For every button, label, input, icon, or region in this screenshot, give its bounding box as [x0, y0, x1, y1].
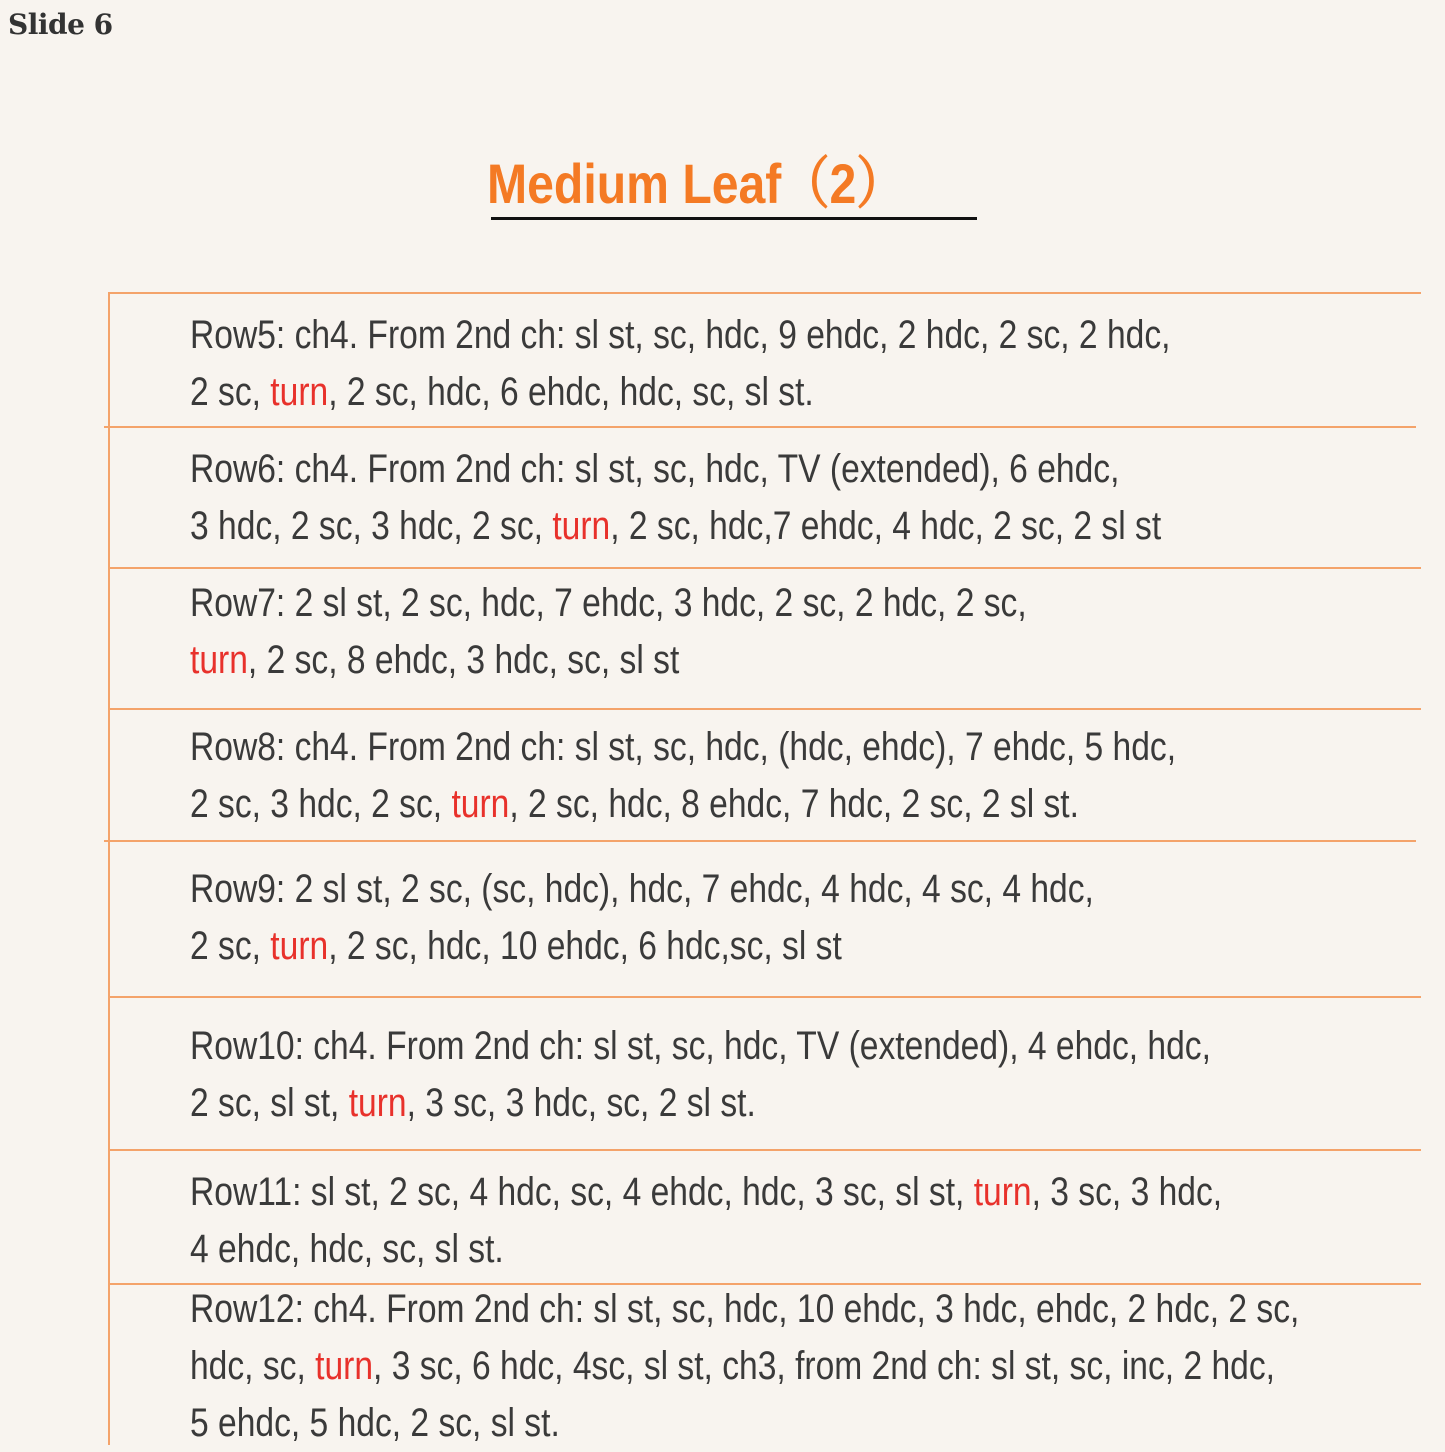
turn-highlight: turn	[973, 1170, 1032, 1214]
row-divider	[104, 426, 1416, 428]
row-line: 5 ehdc, 5 hdc, 2 sc, sl st.	[190, 1401, 560, 1445]
row-line: Row7: 2 sl st, 2 sc, hdc, 7 ehdc, 3 hdc, 2 sc, 2 hdc, 2 sc,	[190, 581, 1027, 625]
row-text: , 2 sc, hdc,7 ehdc, 4 hdc, 2 sc, 2 sl st	[610, 504, 1162, 548]
row-line: Row12: ch4. From 2nd ch: sl st, sc, hdc, 10 ehdc, 3 hdc, ehdc, 2 hdc, 2 sc,	[190, 1287, 1300, 1331]
row-line: Row9: 2 sl st, 2 sc, (sc, hdc), hdc, 7 ehdc, 4 hdc, 4 sc, 4 hdc,	[190, 867, 1094, 911]
row-text: , 2 sc, hdc, 8 ehdc, 7 hdc, 2 sc, 2 sl st.	[509, 782, 1079, 826]
row-divider	[108, 567, 1421, 569]
row-divider	[108, 996, 1421, 998]
row-text: , 2 sc, 8 ehdc, 3 hdc, sc, sl st	[247, 638, 680, 682]
row-text: 2 sc, 3 hdc, 2 sc,	[190, 782, 452, 826]
row-line: Row6: ch4. From 2nd ch: sl st, sc, hdc, TV (extended), 6 ehdc,	[190, 447, 1120, 491]
row-7-instructions	[190, 575, 1232, 689]
row-divider	[104, 840, 1416, 842]
row-line	[190, 1164, 1232, 1221]
row-line	[190, 632, 1232, 689]
row-line	[190, 1075, 1232, 1132]
turn-highlight: turn	[451, 782, 510, 826]
row-line: Row5: ch4. From 2nd ch: sl st, sc, hdc, 9 ehdc, 2 hdc, 2 sc, 2 hdc,	[190, 313, 1171, 357]
turn-highlight: turn	[270, 924, 329, 968]
row-line: Row8: ch4. From 2nd ch: sl st, sc, hdc, (hdc, ehdc), 7 ehdc, 5 hdc,	[190, 725, 1177, 769]
row-text: 3 hdc, 2 sc, 3 hdc, 2 sc,	[190, 504, 553, 548]
row-text: , 3 sc, 6 hdc, 4sc, sl st, ch3, from 2nd ch: sl st, sc, inc, 2 hdc,	[373, 1344, 1275, 1388]
row-text: Row11: sl st, 2 sc, 4 hdc, sc, 4 ehdc, hdc, 3 sc, sl st,	[190, 1170, 974, 1214]
row-line: 4 ehdc, hdc, sc, sl st.	[190, 1227, 504, 1271]
turn-highlight: turn	[552, 504, 611, 548]
row-9-instructions	[190, 861, 1232, 975]
row-12-instructions	[190, 1281, 1300, 1452]
row-line: Row10: ch4. From 2nd ch: sl st, sc, hdc, TV (extended), 4 ehdc, hdc,	[190, 1024, 1211, 1068]
page-title: Medium Leaf（2）	[487, 152, 905, 215]
row-text: hdc, sc,	[190, 1344, 316, 1388]
row-text: , 2 sc, hdc, 10 ehdc, 6 hdc,sc, sl st	[328, 924, 842, 968]
row-line	[190, 498, 1232, 555]
left-margin-rule	[108, 292, 110, 1445]
row-10-instructions	[190, 1018, 1232, 1132]
row-text: , 3 sc, 3 hdc, sc, 2 sl st.	[406, 1081, 756, 1125]
row-text: 2 sc,	[190, 370, 271, 414]
row-line	[190, 918, 1232, 975]
row-8-instructions	[190, 719, 1232, 833]
row-text: 2 sc, sl st,	[190, 1081, 349, 1125]
row-line	[190, 364, 1232, 421]
row-6-instructions	[190, 441, 1232, 555]
row-divider	[108, 292, 1421, 294]
turn-highlight: turn	[315, 1344, 374, 1388]
turn-highlight: turn	[270, 370, 329, 414]
row-divider	[108, 1149, 1421, 1151]
row-line	[190, 776, 1232, 833]
row-divider	[108, 708, 1421, 710]
row-text: , 3 sc, 3 hdc,	[1031, 1170, 1223, 1214]
row-text: , 2 sc, hdc, 6 ehdc, hdc, sc, sl st.	[328, 370, 814, 414]
slide-label: Slide 6	[8, 8, 113, 41]
turn-highlight: turn	[190, 638, 248, 682]
row-text: 2 sc,	[190, 924, 271, 968]
turn-highlight: turn	[348, 1081, 407, 1125]
row-11-instructions	[190, 1164, 1232, 1278]
title-underline	[491, 217, 977, 220]
row-line	[190, 1338, 1275, 1395]
row-5-instructions	[190, 307, 1232, 421]
